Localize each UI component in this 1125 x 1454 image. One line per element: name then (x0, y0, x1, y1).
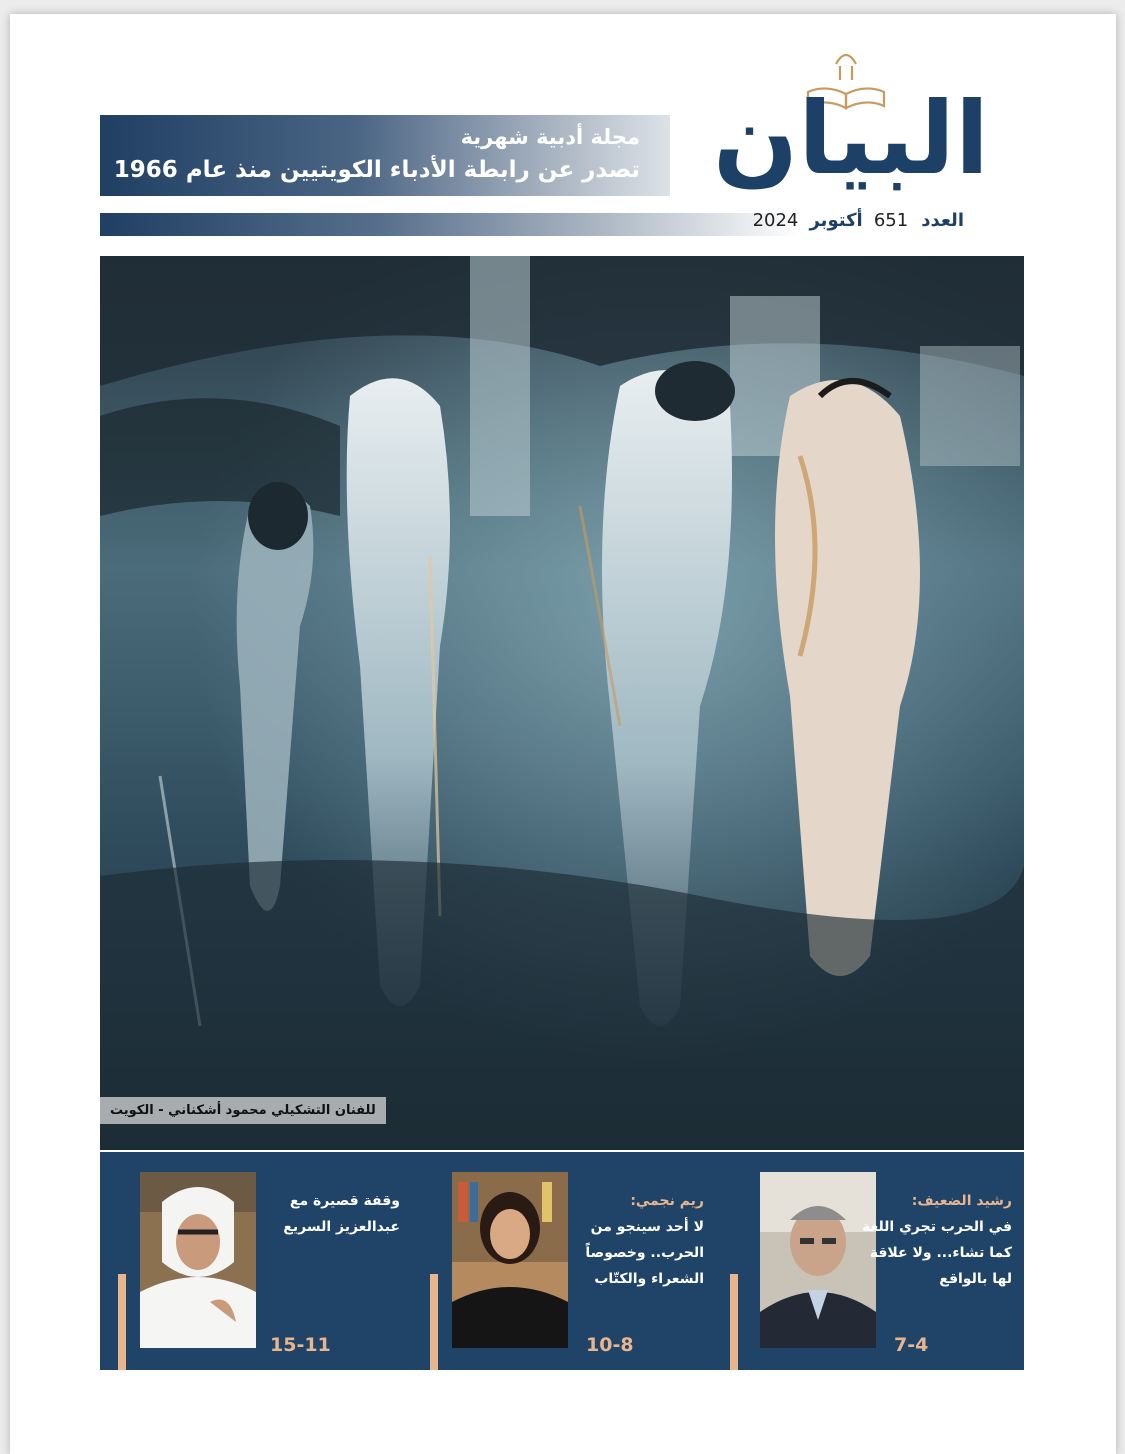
accent-bar (430, 1274, 438, 1370)
feature-card[interactable] (408, 1152, 716, 1370)
issue-year: 2024 (752, 210, 799, 231)
painting-caption: للفنان التشكيلي محمود أشكناني - الكويت (100, 1097, 386, 1124)
magazine-cover (10, 14, 1116, 1454)
tagline-line1: مجلة أدبية شهرية (460, 125, 640, 149)
feature-headline (240, 1188, 400, 1240)
tagline-band (100, 115, 670, 196)
issue-label: العدد (921, 210, 964, 231)
features-strip (100, 1152, 1024, 1370)
feature-card[interactable] (100, 1152, 408, 1370)
accent-bar (730, 1274, 738, 1370)
feature-pages: 10-8 (586, 1334, 634, 1356)
feature-card[interactable] (716, 1152, 1024, 1370)
cover-painting (100, 256, 1024, 1150)
feature-title: في الحرب تجري اللغة كما تشاء... ولا علاقة لها بالواقع (862, 1219, 1012, 1287)
tagline-line2: تصدر عن رابطة الأدباء الكويتيين منذ عام 1966 (113, 157, 640, 183)
logo-wordmark: البيان (712, 80, 990, 197)
feature-author-name: رشيد الضعيف: (911, 1193, 1012, 1209)
feature-headline (544, 1188, 704, 1292)
feature-pages: 7-4 (894, 1334, 929, 1356)
issue-band (100, 213, 800, 236)
feature-title: لا أحد سينجو من الحرب.. وخصوصاً الشعراء والكتّاب (585, 1219, 704, 1287)
author-photo (140, 1172, 256, 1348)
person-photo-icon (140, 1172, 256, 1348)
issue-month: أكتوبر (809, 210, 863, 231)
abstract-figures-painting (100, 256, 1024, 1150)
feature-author-name: ريم نجمي: (630, 1193, 704, 1209)
feature-headline (852, 1188, 1012, 1292)
issue-number: 651 (873, 210, 909, 231)
issue-info (753, 210, 964, 231)
magazine-logo (676, 36, 1026, 206)
feature-pages: 15-11 (270, 1334, 331, 1356)
feature-title: وقفة قصيرة مع عبدالعزيز السريع (283, 1193, 400, 1235)
accent-bar (118, 1274, 126, 1370)
